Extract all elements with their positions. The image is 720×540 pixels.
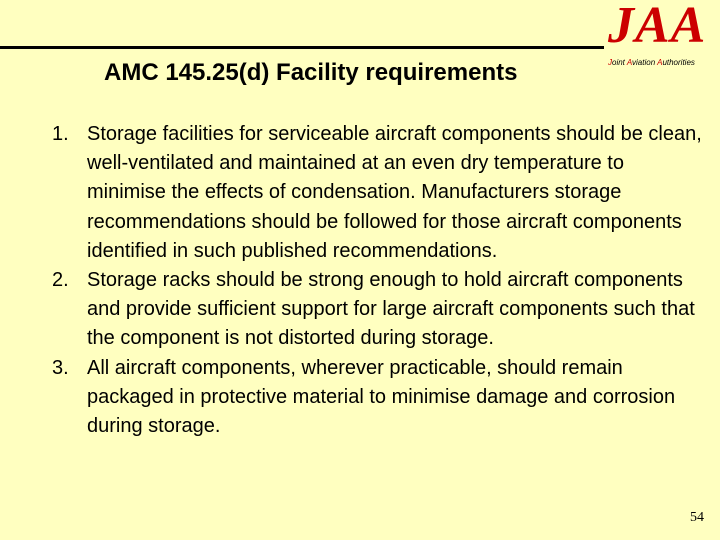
list-item-text: All aircraft components, wherever practicable, should remain packaged in protective material to minimise damage and corrosion during storage.	[87, 356, 676, 438]
logo-sub-part: oint	[612, 58, 627, 67]
list-item	[52, 266, 702, 354]
list-item-text: Storage racks should be strong enough to hold aircraft components and provide sufficient support for large aircraft components such that the component is not distorted during storage.	[87, 269, 695, 350]
list-item-number: 3.	[52, 356, 69, 379]
logo-letters: JAA	[608, 0, 707, 54]
logo-sub-part: J	[608, 58, 612, 67]
list-item-text: Storage facilities for serviceable aircraft components should be clean, well-ventilated and maintained at an even dry temperature to minimise the effects of condensation. Manufacturers storage recommendations should be followed for those aircraft components identified in such published recommendations.	[87, 123, 702, 262]
slide-title: AMC 145.25(d) Facility requirements	[104, 59, 518, 86]
logo-sub-part: A	[626, 58, 633, 67]
title-divider-line	[0, 46, 604, 49]
logo-sub-part: uthorities	[662, 58, 695, 67]
logo-sub-part: viation	[632, 58, 658, 67]
numbered-list	[52, 120, 702, 441]
page-number: 54	[690, 510, 704, 525]
logo-subtitle	[608, 58, 695, 67]
jaa-logo	[606, 2, 718, 72]
list-item-number: 2.	[52, 269, 69, 292]
logo-sub-part: A	[657, 58, 663, 67]
list-item	[52, 120, 702, 266]
list-item	[52, 354, 702, 442]
list-item-number: 1.	[52, 123, 69, 145]
